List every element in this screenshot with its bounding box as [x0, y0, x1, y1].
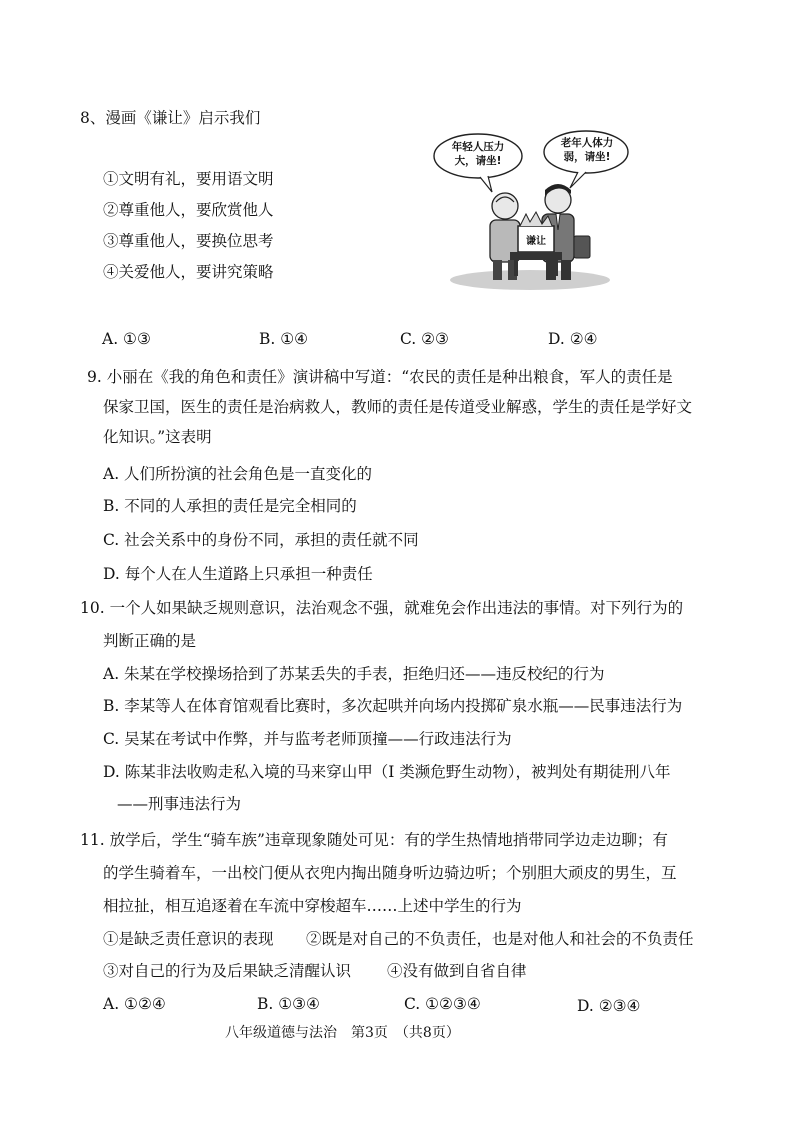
q11-statement-4: ④没有做到自省自律 — [387, 962, 527, 980]
q10-stem-line-2: 判断正确的是 — [103, 632, 197, 650]
q9-stem-line-1: 9. 小丽在《我的角色和责任》演讲稿中写道：“农民的责任是种出粮食，军人的责任是 — [87, 368, 673, 386]
q11-option-d[interactable]: D. ②③④ — [577, 997, 641, 1015]
q9-stem-line-2: 保家卫国，医生的责任是治病救人，教师的责任是传道受业解惑，学生的责任是学好文 — [103, 398, 693, 416]
q8-option-b[interactable]: B. ①④ — [259, 330, 309, 348]
q8-statement-2: ②尊重他人，要欣赏他人 — [103, 201, 274, 219]
page-footer: 八年级道德与法治 第3页 （共8页） — [225, 1025, 460, 1041]
cartoon-bubble-left: 年轻人压力大，请坐! — [451, 141, 505, 167]
q11-statement-2: ②既是对自己的不负责任，也是对他人和社会的不负责任 — [306, 930, 694, 948]
q11-option-b[interactable]: B. ①③④ — [257, 995, 320, 1013]
cartoon-sign: 谦让 — [526, 236, 546, 247]
q11-stem-line-2: 的学生骑着车，一出校门便从衣兜内掏出随身听边骑边听；个别胆大顽皮的男生，互 — [103, 864, 677, 882]
q11-option-c[interactable]: C. ①②③④ — [404, 995, 481, 1013]
q10-option-c[interactable]: C. 吴某在考试中作弊，并与监考老师顶撞——行政违法行为 — [103, 730, 512, 748]
q11-stem-line-3: 相拉扯，相互追逐着在车流中穿梭超车……上述中学生的行为 — [103, 897, 522, 915]
q10-option-b[interactable]: B. 李某等人在体育馆观看比赛时，多次起哄并向场内投掷矿泉水瓶——民事违法行为 — [103, 697, 683, 715]
q8-option-c[interactable]: C. ②③ — [400, 330, 449, 348]
q8-option-a[interactable]: A. ①③ — [102, 330, 151, 348]
q8-statement-3: ③尊重他人，要换位思考 — [103, 232, 274, 250]
q11-option-a[interactable]: A. ①②④ — [103, 995, 166, 1013]
q10-stem-line-1: 10. 一个人如果缺乏规则意识，法治观念不强，就难免会作出违法的事情。对下列行为的 — [80, 599, 684, 617]
q9-option-d[interactable]: D. 每个人在人生道路上只承担一种责任 — [103, 565, 373, 583]
q8-statement-1: ①文明有礼，要用语文明 — [103, 170, 274, 188]
q10-option-d-cont: ——刑事违法行为 — [117, 795, 242, 813]
q11-statement-3: ③对自己的行为及后果缺乏清醒认识 — [103, 962, 352, 980]
q10-option-a[interactable]: A. 朱某在学校操场拾到了苏某丢失的手表，拒绝归还——违反校纪的行为 — [103, 665, 605, 683]
q9-option-a[interactable]: A. 人们所扮演的社会角色是一直变化的 — [103, 465, 373, 483]
q8-statement-4: ④关爱他人，要讲究策略 — [103, 263, 274, 281]
q9-stem-line-3: 化知识。”这表明 — [103, 428, 212, 446]
q9-option-c[interactable]: C. 社会关系中的身份不同，承担的责任就不同 — [103, 531, 419, 549]
q11-stem-line-1: 11. 放学后，学生“骑车族”违章现象随处可见：有的学生热情地捎带同学边走边聊；有 — [80, 831, 668, 849]
q8-cartoon — [430, 130, 630, 295]
q11-statement-1: ①是缺乏责任意识的表现 — [103, 930, 274, 948]
q9-option-b[interactable]: B. 不同的人承担的责任是完全相同的 — [103, 497, 357, 515]
q10-option-d[interactable]: D. 陈某非法收购走私入境的马来穿山甲（I 类濒危野生动物），被判处有期徒刑八年 — [103, 763, 671, 781]
q8-stem: 8、漫画《谦让》启示我们 — [80, 109, 261, 127]
q8-option-d[interactable]: D. ②④ — [548, 330, 598, 348]
cartoon-bubble-right: 老年人体力弱，请坐! — [560, 137, 614, 163]
